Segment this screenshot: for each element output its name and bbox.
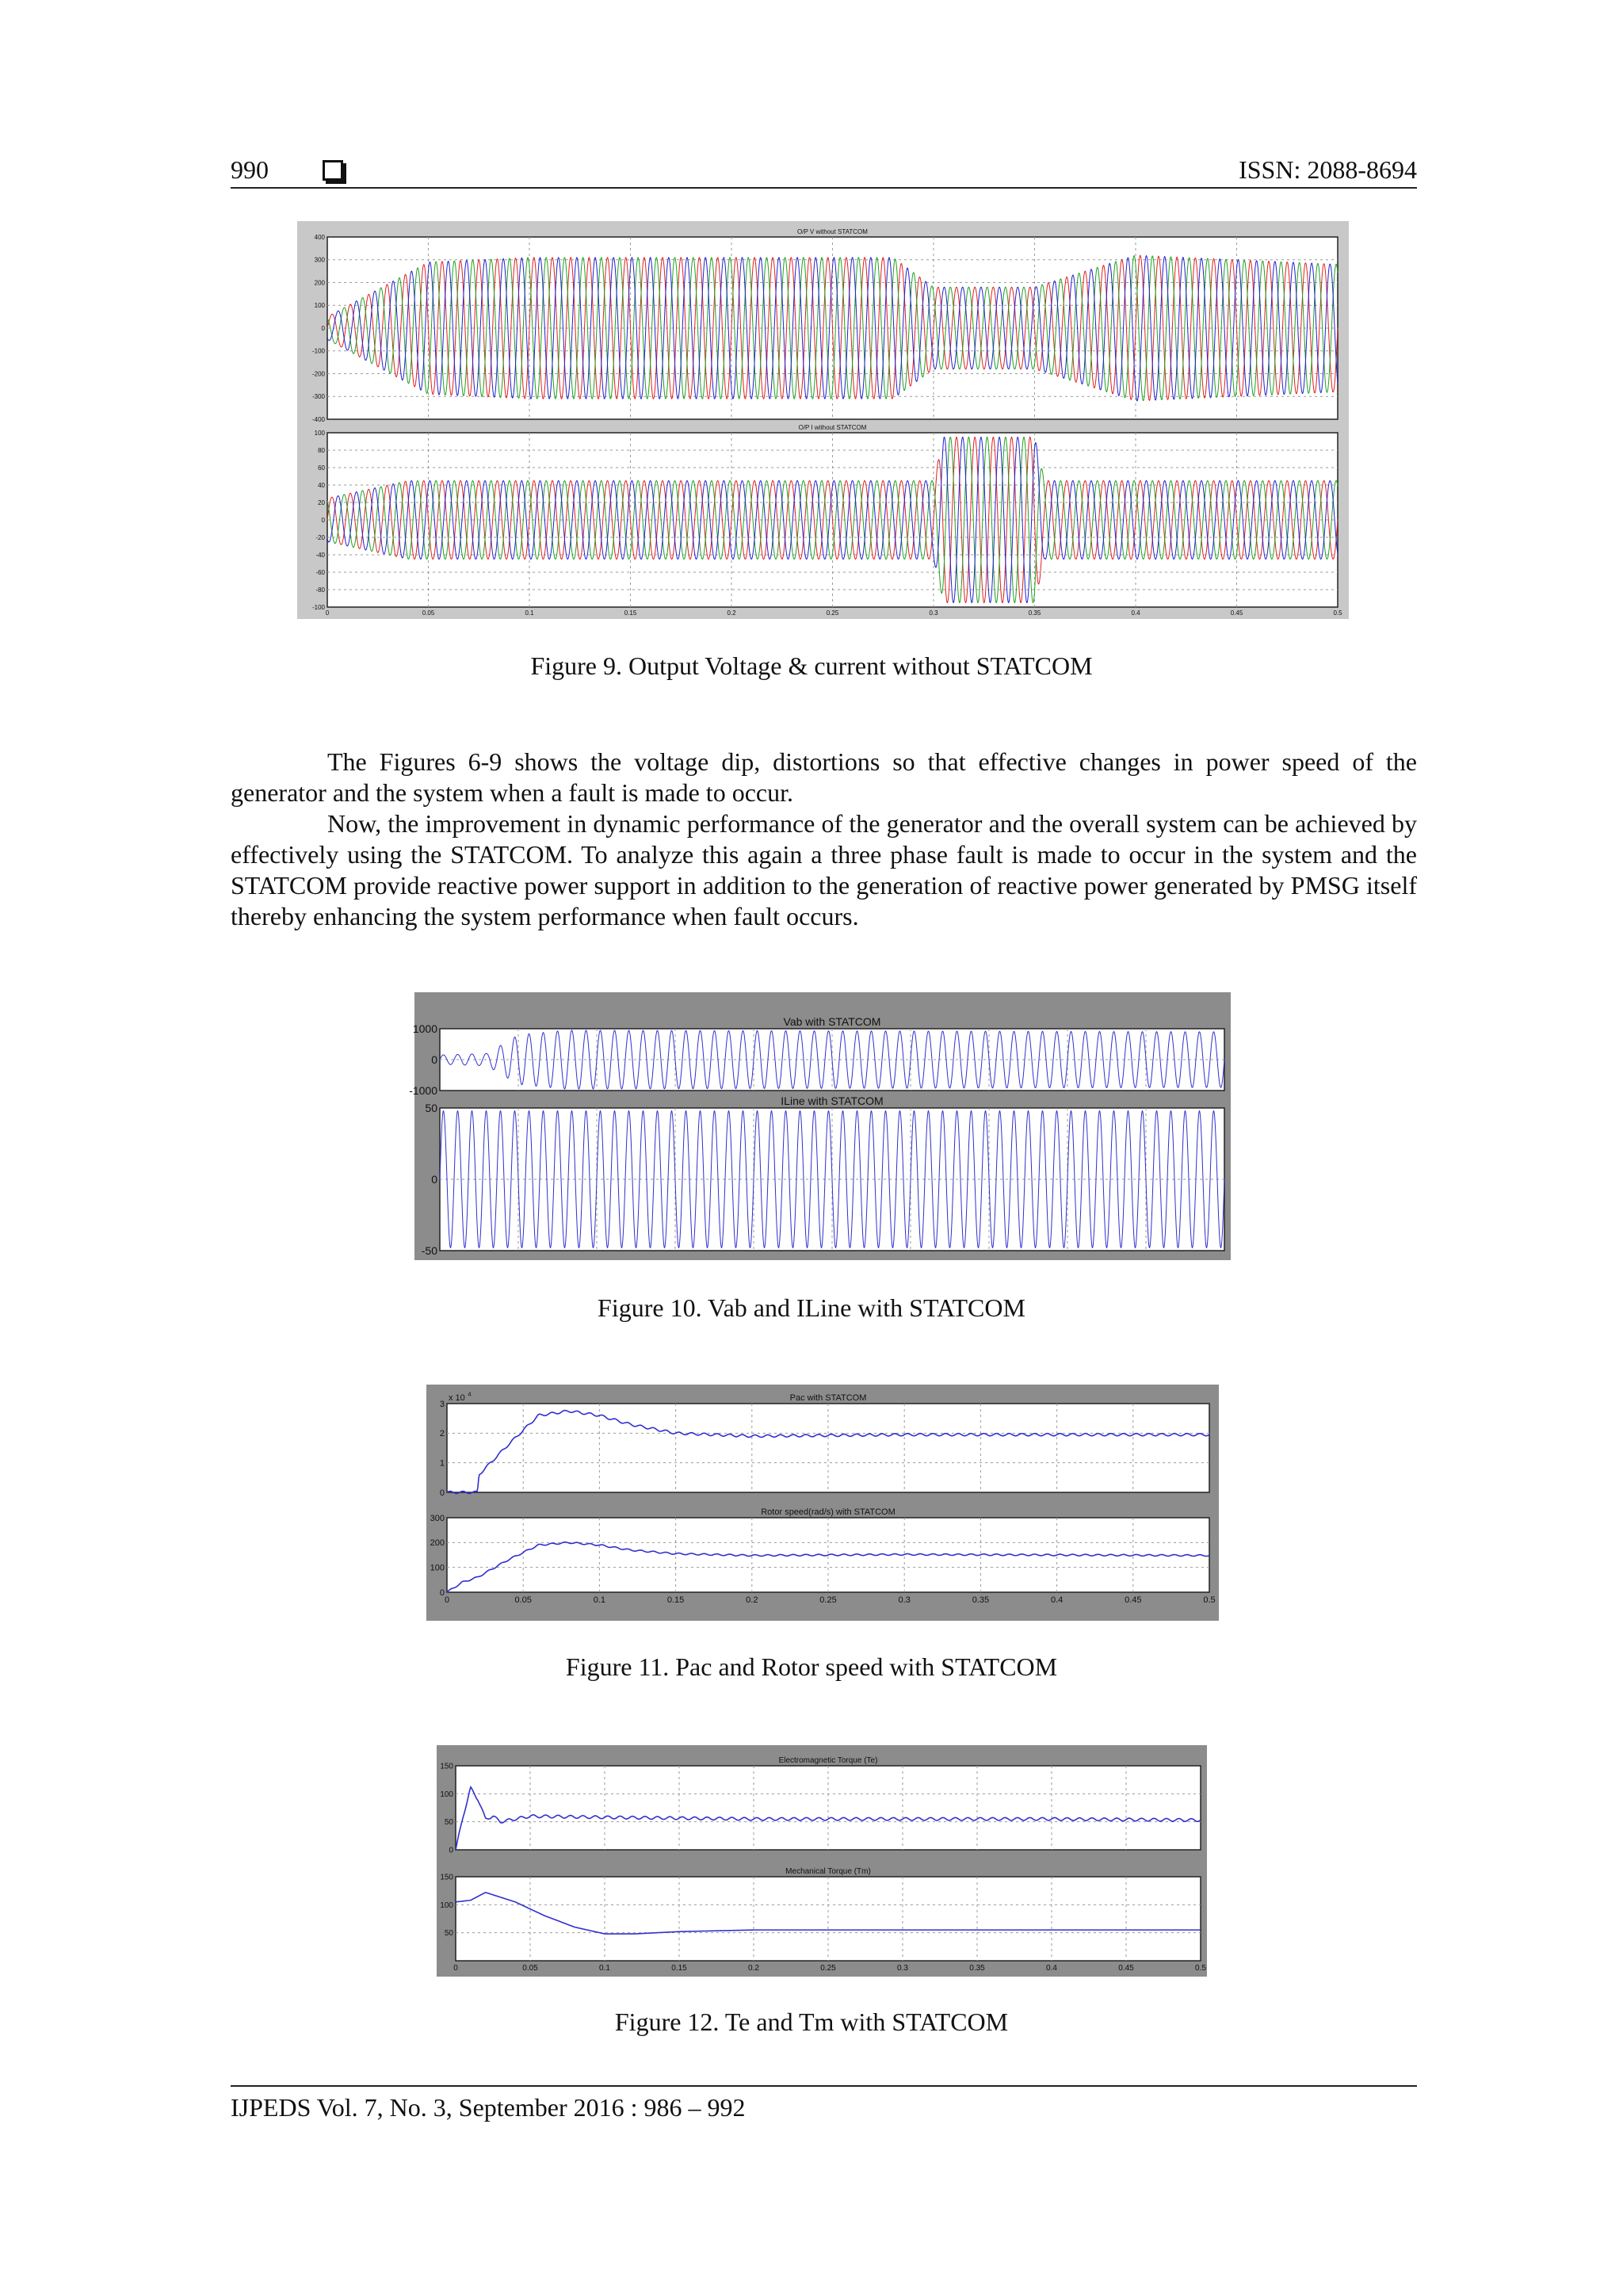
chart-title: Mechanical Torque (Tm)	[785, 1867, 871, 1876]
y-tick-label: 100	[314, 302, 325, 310]
footer-citation: IJPEDS Vol. 7, No. 3, September 2016 : 986 – 992	[231, 2093, 746, 2122]
y-multiplier-label: x 10	[449, 1393, 465, 1403]
x-tick-label: 0.05	[522, 1964, 538, 1973]
y-tick-label: 200	[430, 1538, 445, 1549]
y-tick-label: -100	[311, 603, 325, 611]
y-tick-label: 100	[430, 1563, 445, 1573]
x-tick-label: 0.4	[1046, 1964, 1057, 1973]
y-tick-label: -1000	[409, 1083, 437, 1097]
y-tick-label: 200	[314, 279, 325, 287]
y-tick-label: -200	[311, 370, 325, 378]
y-tick-label: 0	[321, 324, 325, 332]
y-tick-label: 0	[439, 1488, 445, 1498]
y-tick-label: -400	[311, 415, 325, 423]
y-tick-label: 100	[440, 1790, 453, 1799]
page-footer	[231, 2085, 1417, 2122]
y-tick-label: 80	[318, 446, 325, 454]
y-tick-label: 0	[431, 1172, 437, 1186]
y-tick-label: -50	[421, 1244, 437, 1257]
chart-title: O/P V without STATCOM	[797, 228, 868, 235]
y-tick-label: 150	[440, 1762, 453, 1771]
x-tick-label: 0.05	[514, 1595, 532, 1605]
x-tick-label: 0.15	[624, 609, 637, 617]
y-tick-label: 50	[425, 1101, 437, 1114]
x-tick-label: 0.35	[969, 1964, 985, 1973]
y-tick-label: 0	[321, 516, 325, 524]
x-tick-label: 0.05	[422, 609, 435, 617]
chart-panel-1	[312, 228, 1338, 423]
x-tick-label: 0.4	[1131, 609, 1140, 617]
x-tick-label: 0.2	[748, 1964, 759, 1973]
y-tick-label: 50	[444, 1818, 453, 1828]
y-tick-label: 3	[439, 1399, 445, 1409]
figure-10-caption: Figure 10. Vab and ILine with STATCOM	[598, 1293, 1025, 1322]
y-tick-label: 20	[318, 499, 325, 506]
y-tick-label: 300	[314, 256, 325, 264]
y-tick-label: 100	[440, 1901, 453, 1910]
x-tick-label: 0.3	[929, 609, 938, 617]
chart-panel-7	[440, 1756, 1201, 1855]
x-tick-label: 0.25	[826, 609, 839, 617]
x-tick-label: 0.1	[599, 1964, 610, 1973]
x-tick-label: 0.1	[525, 609, 534, 617]
figure-10	[409, 992, 1231, 1260]
x-tick-label: 0.3	[898, 1595, 911, 1605]
chart-title: ILine with STATCOM	[781, 1095, 884, 1107]
y-tick-label: -300	[311, 393, 325, 401]
x-tick-label: 0.2	[746, 1595, 758, 1605]
x-tick-label: 0.2	[727, 609, 736, 617]
x-tick-label: 0.45	[1125, 1595, 1142, 1605]
figure-11-caption: Figure 11. Pac and Rotor speed with STATCOM	[565, 1652, 1058, 1681]
figure-12-caption: Figure 12. Te and Tm with STATCOM	[614, 2008, 1009, 2036]
y-tick-label: -80	[315, 586, 325, 594]
x-tick-label: 0.35	[972, 1595, 990, 1605]
x-tick-label: 0.3	[897, 1964, 908, 1973]
x-tick-label: 0.15	[666, 1595, 685, 1605]
chart-title: Pac with STATCOM	[789, 1393, 867, 1403]
x-tick-label: 0	[453, 1964, 458, 1973]
page-header	[231, 155, 1417, 189]
x-tick-label: 0.5	[1195, 1964, 1206, 1973]
x-tick-label: 0.25	[819, 1595, 837, 1605]
y-tick-label: -60	[315, 568, 325, 576]
y-tick-label: 100	[314, 429, 325, 437]
chart-panel-2	[312, 424, 1342, 617]
x-tick-label: 0.25	[820, 1964, 836, 1973]
ballot-box-icon	[323, 160, 343, 181]
figure-12	[437, 1745, 1207, 1977]
x-tick-label: 0.45	[1118, 1964, 1134, 1973]
issn: ISSN: 2088-8694	[1239, 155, 1417, 184]
y-tick-label: 2	[439, 1429, 445, 1439]
y-tick-label: 400	[314, 233, 325, 241]
y-tick-label: 60	[318, 464, 325, 472]
y-tick-label: 40	[318, 481, 325, 489]
x-tick-label: 0.35	[1028, 609, 1041, 617]
y-tick-label: -40	[315, 551, 325, 559]
y-tick-label: -20	[315, 533, 325, 541]
figure-9-caption: Figure 9. Output Voltage & current without STATCOM	[530, 651, 1093, 680]
figure-9	[297, 221, 1349, 619]
y-tick-label: 0	[449, 1846, 453, 1855]
x-tick-label: 0.1	[593, 1595, 606, 1605]
y-tick-label: 0	[431, 1052, 437, 1066]
chart-panel-4	[422, 1095, 1224, 1257]
chart-title: Electromagnetic Torque (Te)	[778, 1756, 878, 1765]
y-multiplier-exponent: 4	[468, 1390, 472, 1398]
chart-title: O/P I without STATCOM	[798, 424, 867, 431]
x-tick-label: 0.5	[1203, 1595, 1216, 1605]
y-tick-label: 1	[439, 1458, 445, 1469]
chart-panel-5	[440, 1391, 1209, 1498]
y-tick-label: 150	[440, 1873, 453, 1882]
x-tick-label: 0.45	[1230, 609, 1243, 617]
y-tick-label: 1000	[412, 1022, 437, 1035]
chart-panel-6	[430, 1507, 1216, 1605]
x-tick-label: 0.4	[1050, 1595, 1064, 1605]
x-tick-label: 0	[444, 1595, 450, 1605]
paragraph-2: Now, the improvement in dynamic performance of the generator and the overall system can be achieved by effectively using the STATCOM. To analyze this again a three phase fault is made to occur in the system and the STATCOM provide reactive power support in addition to the generation of reactive power generated by PMSG itself thereby enhancing the system performance when fault occurs.	[231, 809, 1417, 930]
y-tick-label: 300	[430, 1513, 445, 1523]
x-tick-label: 0.5	[1333, 609, 1342, 617]
y-tick-label: -100	[311, 347, 325, 355]
chart-title: Rotor speed(rad/s) with STATCOM	[761, 1507, 896, 1517]
y-tick-label: 0	[439, 1587, 445, 1598]
x-tick-label: 0.15	[671, 1964, 687, 1973]
y-tick-label: 50	[444, 1929, 453, 1939]
paragraph-1: The Figures 6-9 shows the voltage dip, distortions so that effective changes in power speed of the generator and the system when a fault is made to occur.	[231, 747, 1417, 807]
figure-11	[426, 1385, 1219, 1621]
page-number: 990	[231, 155, 269, 184]
chart-panel-8	[440, 1867, 1206, 1973]
chart-title: Vab with STATCOM	[783, 1015, 881, 1028]
x-tick-label: 0	[325, 609, 330, 617]
